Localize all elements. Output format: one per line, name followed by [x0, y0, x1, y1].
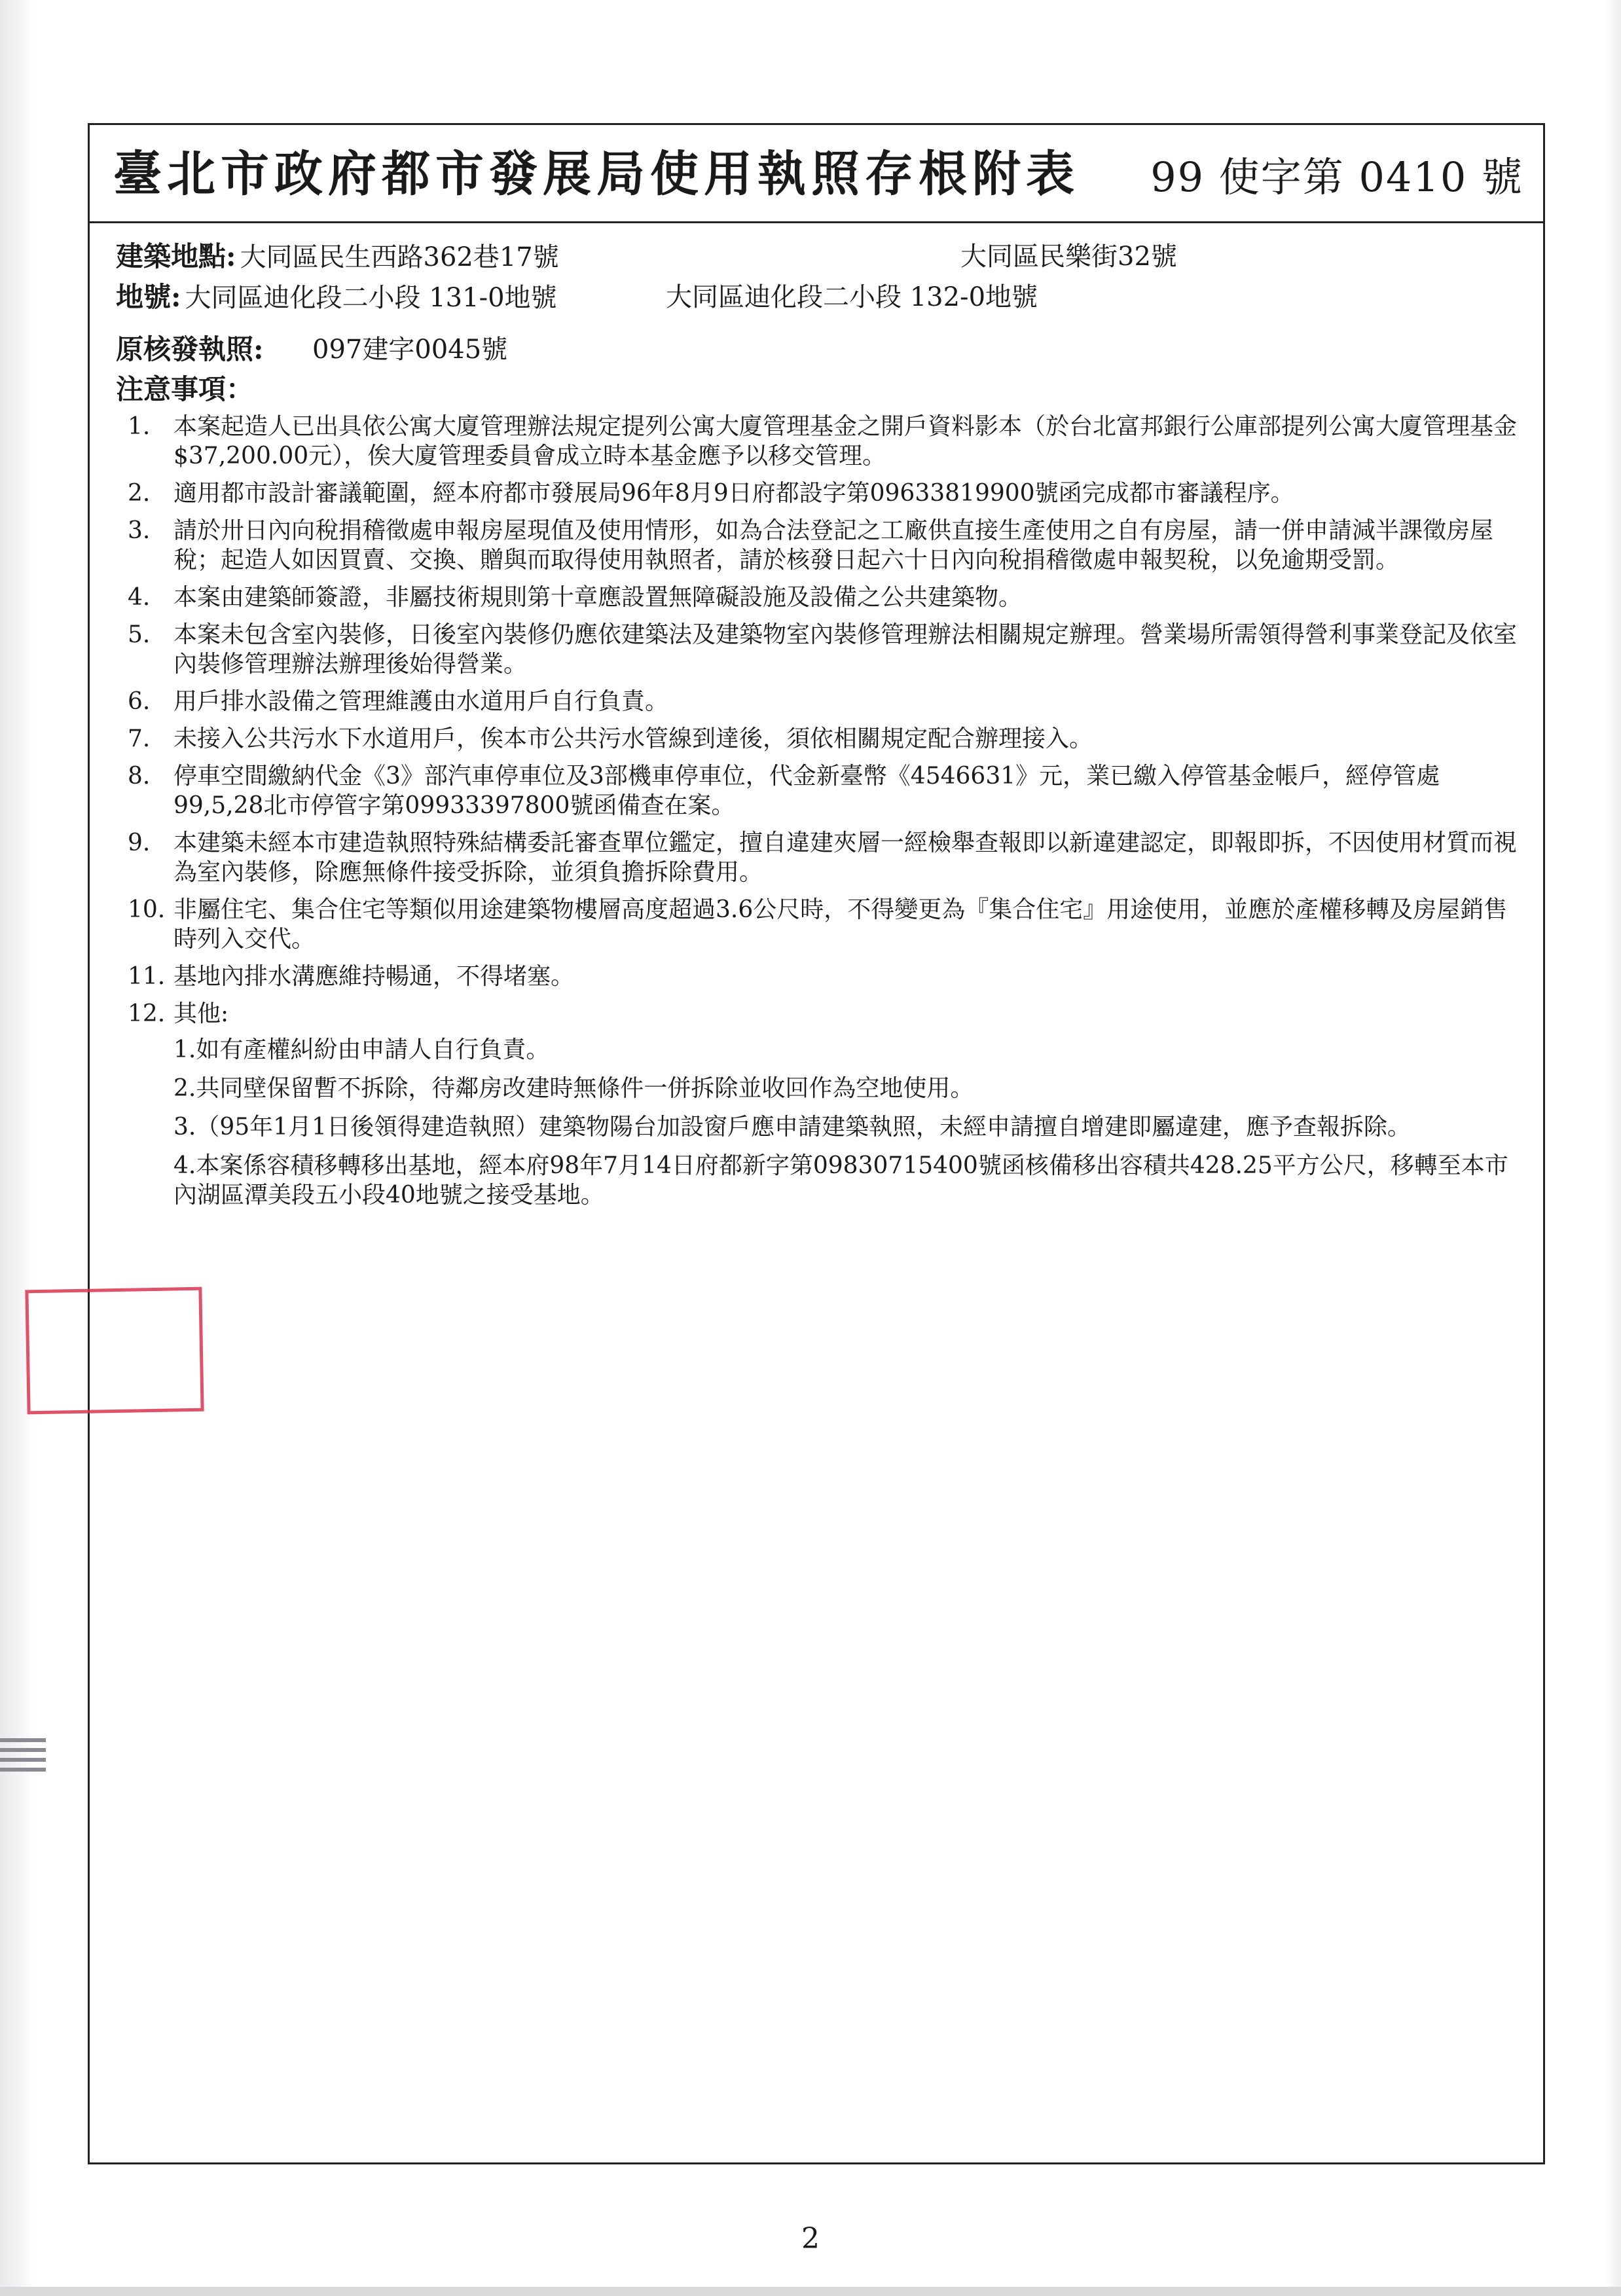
notes-title: 注意事項：: [116, 373, 254, 405]
scan-right-edge: [1605, 0, 1621, 2296]
note-item: [116, 999, 1517, 1210]
note-text: 用戶排水設備之管理維護由水道用戶自行負責。: [173, 688, 669, 715]
building-site-row: [116, 236, 1517, 277]
lot-number-row: [116, 277, 1517, 318]
note-number: 9.: [128, 829, 151, 856]
note-item: [116, 620, 1517, 679]
red-official-seal: [25, 1287, 204, 1415]
note-number: 4.: [128, 584, 151, 611]
note-text: 本建築未經本市建造執照特殊結構委託審查單位鑑定，擅自違建夾層一經檢舉查報即以新違建認定，即報即拆，不因使用材質而視為室內裝修，除應無條件接受拆除，並須負擔拆除費用。: [173, 829, 1518, 886]
note-item: [116, 583, 1517, 612]
other-item: 1.如有產權糾紛由申請人自行負責。: [173, 1036, 550, 1063]
note-text: 其他:: [173, 1000, 229, 1027]
note-item: [116, 724, 1517, 754]
note-text: 本案由建築師簽證，非屬技術規則第十章應設置無障礙設施及設備之公共建築物。: [173, 584, 1023, 611]
scan-left-edge: [0, 0, 34, 2296]
document-title: 臺北市政府都市發展局使用執照存根附表: [113, 146, 1080, 202]
note-text: 未接入公共污水下水道用戶，俟本市公共污水管線到達後，須依相關規定配合辦理接入。: [173, 725, 1093, 752]
building-site-address-2: 大同區民樂街32號: [960, 242, 1177, 272]
lot-number-2: 大同區迪化段二小段 132-0地號: [666, 282, 1038, 312]
title-bar: [90, 125, 1543, 223]
note-item: [116, 687, 1517, 716]
note-number: 12.: [128, 1000, 166, 1027]
note-item: [116, 828, 1517, 887]
other-items-list: [173, 1035, 1517, 1210]
note-number: 6.: [128, 688, 151, 715]
lot-number-label: 地號:: [116, 281, 181, 313]
note-number: 5.: [128, 621, 151, 648]
note-number: 7.: [128, 725, 151, 752]
note-item: [116, 761, 1517, 820]
scan-bottom-edge: [0, 2287, 1621, 2296]
other-item: 2.共同壁保留暫不拆除，待鄰房改建時無條件一併拆除並收回作為空地使用。: [173, 1075, 974, 1102]
note-item: [116, 412, 1517, 471]
note-text: 非屬住宅、集合住宅等類似用途建築物樓層高度超過3.6公尺時，不得變更為『集合住宅』用途使用，並應於產權移轉及房屋銷售時列入交代。: [173, 896, 1508, 953]
note-item: [116, 895, 1517, 954]
note-text: 停車空間繳納代金《3》部汽車停車位及3部機車停車位，代金新臺幣《4546631》元，業已繳入停管基金帳戶，經停管處99,5,28北市停管字第09933397800號函備查在案。: [173, 763, 1440, 819]
document-body: [116, 236, 1517, 1219]
document-frame: [88, 123, 1545, 2164]
original-permit-value: 097建字0045號: [312, 335, 508, 365]
original-permit-label: 原核發執照:: [116, 333, 264, 365]
note-number: 3.: [128, 517, 151, 544]
note-number: 11.: [128, 963, 166, 990]
building-site-label: 建築地點:: [116, 240, 236, 272]
page-number: 2: [801, 2222, 820, 2255]
other-item: 4.本案係容積移轉移出基地，經本府98年7月14日府都新字第09830715400號函核備移出容積共428.25平方公尺，移轉至本市內湖區潭美段五小段40地號之接受基地。: [173, 1152, 1508, 1209]
note-text: 適用都市設計審議範圍，經本府都市發展局96年8月9日府都設字第09633819900號函完成都市審議程序。: [173, 480, 1294, 507]
note-text: 本案未包含室內裝修，日後室內裝修仍應依建築法及建築物室內裝修管理辦法相關規定辦理。營業場所需領得營利事業登記及依室內裝修管理辦法辦理後始得營業。: [173, 621, 1518, 678]
other-item: 3.（95年1月1日後領得建造執照）建築物陽台加設窗戶應申請建築執照，未經申請擅自增建即屬違建，應予查報拆除。: [173, 1114, 1411, 1140]
building-site-address-1: 大同區民生西路362巷17號: [240, 242, 559, 272]
note-item: [116, 962, 1517, 991]
note-number: 8.: [128, 763, 151, 790]
note-number: 10.: [128, 896, 166, 923]
note-item: [116, 516, 1517, 575]
lot-number-1: 大同區迪化段二小段 131-0地號: [185, 283, 557, 313]
permit-number: 99 使字第 0410 號: [1150, 153, 1523, 201]
note-text: 基地內排水溝應維持暢通，不得堵塞。: [173, 963, 575, 990]
note-number: 2.: [128, 480, 151, 507]
note-text: 請於卅日內向稅捐稽徵處申報房屋現值及使用情形，如為合法登記之工廠供直接生產使用之自有房屋，請一併申請減半課徵房屋稅；起造人如因買賣、交換、贈與而取得使用執照者，請於核發日起六十日內向稅捐稽徵處申報契稅，以免逾期受罰。: [173, 517, 1494, 574]
note-text: 本案起造人已出具依公寓大廈管理辦法規定提列公寓大廈管理基金之開戶資料影本（於台北富邦銀行公庫部提列公寓大廈管理基金$37,200.00元），俟大廈管理委員會成立時本基金應予以移交管理。: [173, 413, 1518, 469]
notes-list: [116, 412, 1517, 1210]
note-item: [116, 479, 1517, 508]
note-number: 1.: [128, 413, 151, 440]
original-permit-row: [116, 329, 1517, 370]
scan-edge-marks: [0, 1738, 46, 1777]
